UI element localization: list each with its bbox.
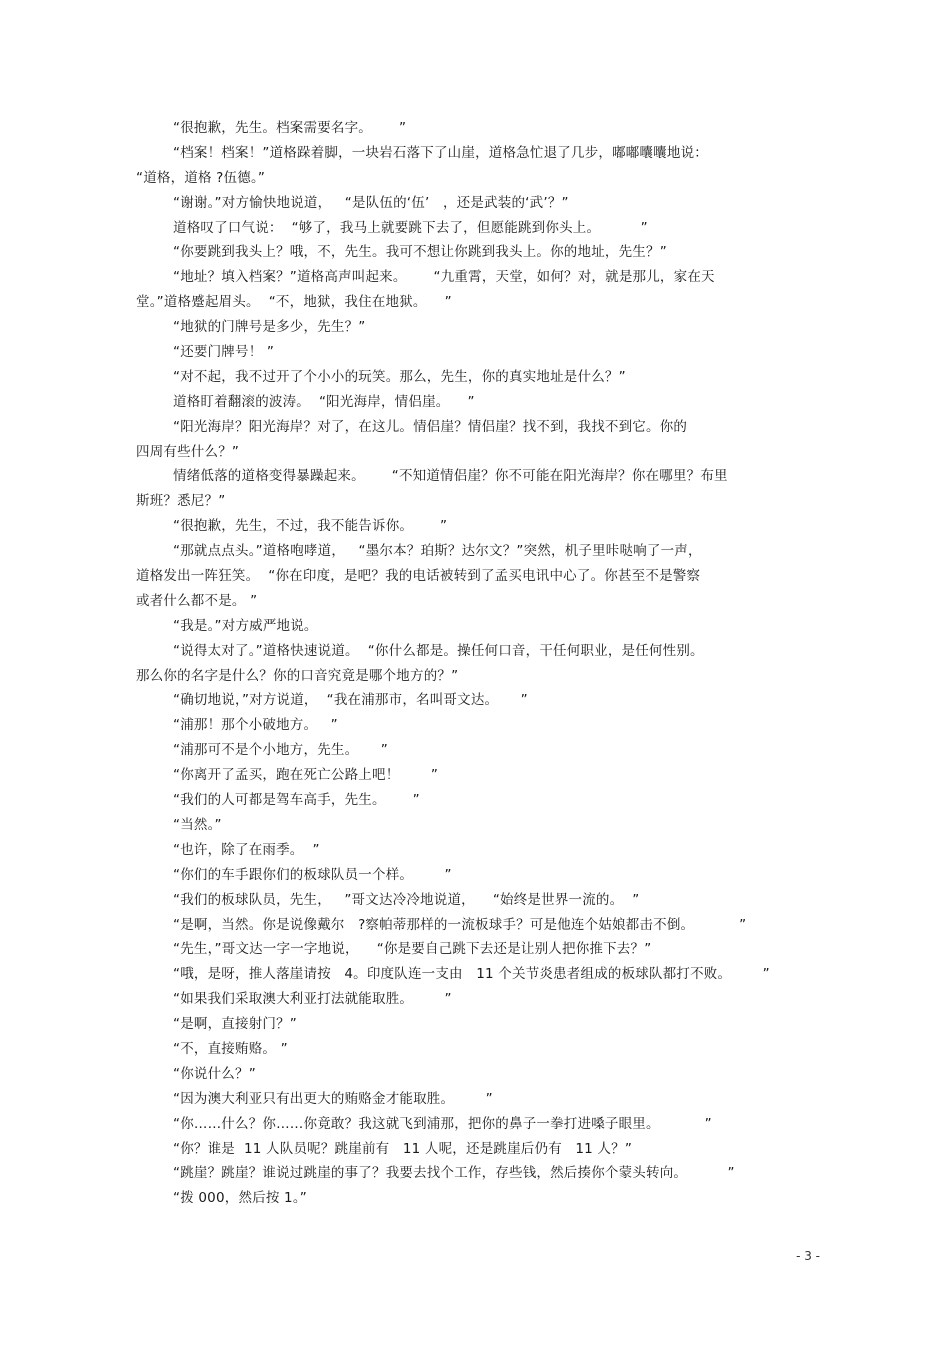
text-line: “也许，除了在雨季。 ” bbox=[173, 841, 320, 858]
text-line: “拨 000，然后按 1。” bbox=[173, 1190, 307, 1207]
text-line: “因为澳大利亚只有出更大的贿赂金才能取胜。 ” bbox=[173, 1090, 493, 1107]
text-line: “是啊，直接射门？” bbox=[173, 1016, 297, 1033]
text-line: “浦那！那个小破地方。 ” bbox=[173, 717, 338, 734]
text-line: “谢谢。”对方愉快地说道， “是队伍的‘伍’ ，还是武装的‘武’？” bbox=[173, 194, 569, 211]
page-number: - 3 - bbox=[796, 1249, 820, 1263]
text-line: 道格叹了口气说： “够了，我马上就要跳下去了，但愿能跳到你头上。 ” bbox=[173, 219, 648, 236]
text-line: “如果我们采取澳大利亚打法就能取胜。 ” bbox=[173, 991, 452, 1008]
text-line: “很抱歉，先生。档案需要名字。 ” bbox=[173, 120, 407, 136]
text-line: 道格盯着翻滚的波涛。 “阳光海岸，情侣崖。 ” bbox=[173, 393, 475, 410]
text-line: “阳光海岸？阳光海岸？对了，在这儿。情侣崖？情侣崖？找不到，我找不到它。你的 bbox=[173, 418, 688, 435]
text-line: “先生，”哥文达一字一字地说， “你是要自己跳下去还是让别人把你推下去？” bbox=[173, 941, 652, 958]
text-line: 或者什么都不是。 ” bbox=[136, 592, 258, 609]
text-line: “跳崖？跳崖？谁说过跳崖的事了？我要去找个工作，存些钱，然后揍你个蒙头转向。 ” bbox=[173, 1165, 735, 1182]
text-line: “你？谁是 11 人队员呢？跳崖前有 11 人呢，还是跳崖后仍有 11 人？” bbox=[173, 1140, 633, 1157]
text-line: “你说什么？” bbox=[173, 1065, 256, 1082]
text-line: “还要门牌号！ ” bbox=[173, 344, 275, 361]
text-line: 四周有些什么？” bbox=[136, 443, 240, 460]
text-line: “哦，是呀，推人落崖请按 4。印度队连一支由 11 个关节炎患者组成的板球队都打不败。 ” bbox=[173, 966, 770, 983]
text-line: “你……什么？你……你竟敢？我这就飞到浦那，把你的鼻子一拳打进嗓子眼里。 ” bbox=[173, 1115, 712, 1132]
text-line: “地狱的门牌号是多少，先生？” bbox=[173, 319, 366, 336]
text-line: “道格，道格 ?伍德。” bbox=[136, 169, 266, 186]
text-line: “我们的板球队员，先生， ”哥文达冷冷地说道， “始终是世界一流的。 ” bbox=[173, 891, 640, 908]
text-line: “不，直接贿赂。 ” bbox=[173, 1040, 288, 1057]
document-body bbox=[136, 116, 826, 1211]
text-line: “很抱歉，先生，不过，我不能告诉你。 ” bbox=[173, 518, 448, 535]
text-line: “你们的车手跟你们的板球队员一个样。 ” bbox=[173, 866, 452, 883]
text-line: 斯班？悉尼？” bbox=[136, 493, 226, 510]
text-line: 那么你的名字是什么？你的口音究竟是哪个地方的？” bbox=[136, 667, 459, 684]
text-line: “浦那可不是个小地方，先生。 ” bbox=[173, 742, 388, 759]
text-line: “说得太对了。”道格快速说道。 “你什么都是。操任何口音，干任何职业，是任何性别。 bbox=[173, 642, 704, 659]
text-line: 情绪低落的道格变得暴躁起来。 “不知道情侣崖？你不可能在阳光海岸？你在哪里？布里 bbox=[173, 468, 728, 485]
text-line: “你离开了孟买，跑在死亡公路上吧！ ” bbox=[173, 767, 439, 784]
text-line: “确切地说，”对方说道， “我在浦那市，名叫哥文达。 ” bbox=[173, 692, 528, 709]
text-line: “我是。”对方威严地说。 bbox=[173, 617, 318, 634]
text-line: 堂。”道格蹙起眉头。 “不，地狱，我住在地狱。 ” bbox=[136, 294, 452, 311]
text-line: “是啊，当然。你是说像戴尔 ?察帕蒂那样的一流板球手？可是他连个姑娘都击不倒。 ” bbox=[173, 916, 747, 933]
text-line: “对不起，我不过开了个小小的玩笑。那么，先生，你的真实地址是什么？” bbox=[173, 368, 626, 385]
text-line: “档案！档案！”道格跺着脚，一块岩石落下了山崖，道格急忙退了几步，嘟嘟囔囔地说： bbox=[173, 144, 708, 161]
text-line: “那就点点头。”道格咆哮道， “墨尔本？珀斯？达尔文？”突然，机子里咔哒响了一声， bbox=[173, 543, 702, 560]
text-line: “当然。” bbox=[173, 816, 222, 833]
text-line: 道格发出一阵狂笑。 “你在印度，是吧？我的电话被转到了孟买电讯中心了。你甚至不是警察 bbox=[136, 568, 701, 585]
text-line: “我们的人可都是驾车高手，先生。 ” bbox=[173, 792, 420, 809]
text-line: “你要跳到我头上？哦，不，先生。我可不想让你跳到我头上。你的地址，先生？” bbox=[173, 244, 667, 261]
text-line: “地址？填入档案？”道格高声叫起来。 “九重霄，天堂，如何？对，就是那儿，家在天 bbox=[173, 269, 715, 286]
